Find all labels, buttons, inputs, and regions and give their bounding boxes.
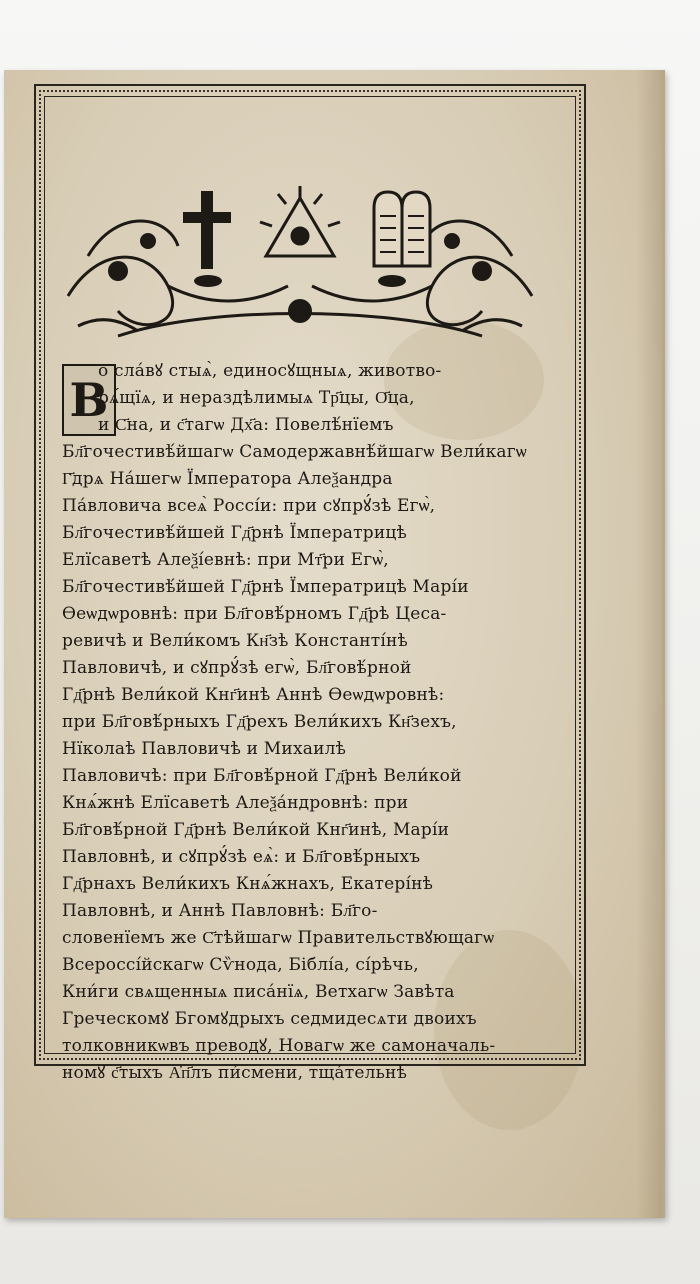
- tablets-of-law-icon: [374, 192, 430, 266]
- body-text: [62, 358, 542, 1102]
- text-line: при Бл҃говѣ́рныхъ Гд҃рехъ Вели́кихъ Кн҃зехъ,: [62, 712, 457, 732]
- text-line: Г҃дрѧ На́шегѡ Їмператора Алеѯандра: [62, 469, 393, 489]
- text-line: Павловичѣ: при Бл҃говѣ́рной Гд҃рнѣ Вели́кой: [62, 766, 462, 786]
- text-line: Павловичѣ, и сꙋпрꙋ́зѣ егѡ̀, Бл҃говѣ́рной: [62, 658, 412, 678]
- text-line: Бл҃говѣ́рной Гд҃рнѣ Вели́кой Кнг҃инѣ, Марі́и: [62, 820, 450, 840]
- text-line: Кнѧ́жнѣ Елїсаветѣ Алеѯа́ндровнѣ: при: [62, 793, 409, 813]
- text-line: Бл҃гочестивѣ́йшей Гд҃рнѣ Їмператрицѣ Марі́и: [62, 577, 469, 597]
- text-line: толковникѡвъ преводꙋ, Новагѡ же самоначаль-: [62, 1036, 496, 1056]
- text-line: Па́вловича всеѧ̀ Россі́и: при сꙋпрꙋ́зѣ Егѡ̀,: [62, 496, 436, 516]
- text-line: о сла́вꙋ стыѧ̀, единосꙋщныѧ, животво-: [98, 361, 442, 381]
- text-line: Елїсаветѣ Алеѯі́евнѣ: при Мт҃ри Егѡ̀,: [62, 550, 389, 570]
- text-line: Гд҃рнѣ Вели́кой Кнг҃инѣ Аннѣ Ѳеѡдѡровнѣ:: [62, 685, 445, 705]
- drop-cap-letter: В: [69, 373, 109, 427]
- text-line: Нїколаѣ Павловичѣ и Михаилѣ: [62, 739, 347, 759]
- text-line: Ѳеѡдѡровнѣ: при Бл҃говѣ́рномъ Гд҃рѣ Цеса-: [62, 604, 447, 624]
- text-line: Гд҃рнахъ Вели́кихъ Кнѧ́жнахъ, Екатері́нѣ: [62, 874, 434, 894]
- all-seeing-eye-triangle-icon: [260, 186, 340, 256]
- engraved-headpiece-ornament: [58, 186, 542, 346]
- text-line: Бл҃гочестивѣ́йшей Гд҃рнѣ Їмператрицѣ: [62, 523, 407, 543]
- text-line: Бл҃гочестивѣ́йшагѡ Самодержавнѣ́йшагѡ Вели́кагѡ: [62, 442, 527, 462]
- text-line: Греческомꙋ Бгомꙋдрыхъ седмидесѧти двоихъ: [62, 1009, 477, 1029]
- text-line: и С҃на, и с҃тагѡ Дх҃а: Повелѣ́нїемъ: [98, 415, 394, 435]
- text-line: Кни́ги свѧщенныѧ писа́нїѧ, Ветхагѡ Завѣта: [62, 982, 455, 1002]
- text-line: Павловнѣ, и сꙋпрꙋ́зѣ еѧ̀: и Бл҃говѣ́рныхъ: [62, 847, 421, 867]
- text-line: словенїемъ же С҃тѣйшагѡ Правительствꙋющагѡ: [62, 928, 495, 948]
- text-line: рѧ́щїѧ, и нераздѣлимыѧ Тр҃цы, О҃ца,: [98, 388, 415, 408]
- text-line: ревичѣ и Вели́комъ Кн҃зѣ Константі́нѣ: [62, 631, 408, 651]
- text-line: Павловнѣ, и Аннѣ Павловнѣ: Бл҃го-: [62, 901, 378, 921]
- cross-icon: [183, 191, 231, 269]
- text-line: Всероссі́йскагѡ Сѷнода, Біблі́а, сі́рѣчь,: [62, 955, 419, 975]
- text-line: номꙋ с҃тыхъ А҆п҃лъ пи́смени, тща́тельнѣ: [62, 1063, 408, 1083]
